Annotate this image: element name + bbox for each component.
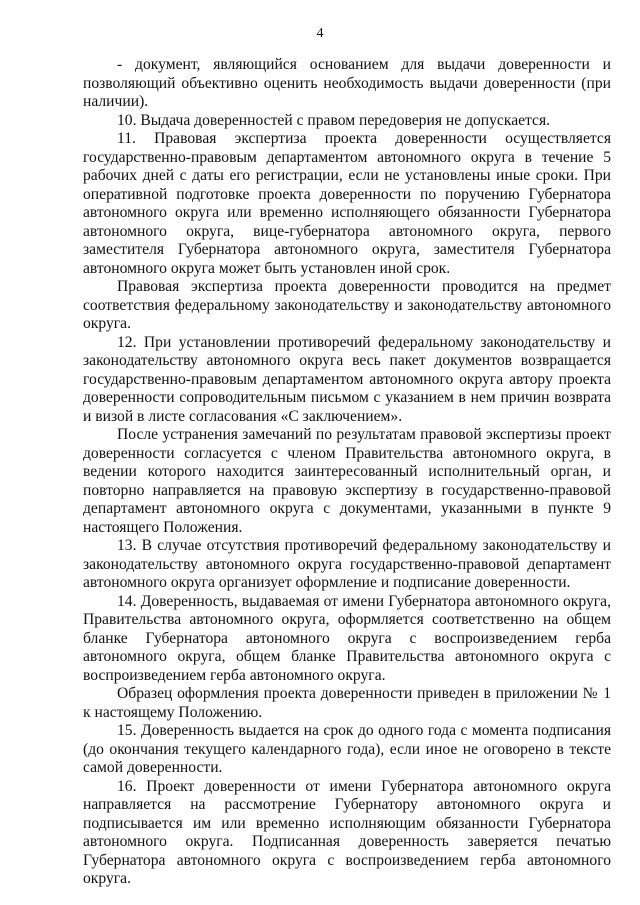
page-number: 4 [316, 26, 324, 41]
paragraph-item-10: 10. Выдача доверенностей с правом передоверия не допускается. [117, 111, 551, 129]
paragraph-document-basis: - документ, являющийся основанием для выдачи доверенности и позволяющий объективно оценить необходимость выдачи доверенности (при наличии). [83, 56, 611, 110]
paragraph-sample-reference: Образец оформления проекта доверенности приведен в приложении № 1 к настоящему Положению. [83, 685, 611, 721]
paragraph-item-12: 12. При установлении противоречий федеральному законодательству и законодательству автономного округа весь пакет документов возвращается государственно-правовым департаментом автономного округа автору проекта доверенности сопроводительным письмом с указанием в нем причин возврата и визой в листе согласования «С заключением». [83, 333, 611, 425]
paragraph-item-16: 16. Проект доверенности от имени Губернатора автономного округа направляется на рассмотрение Губернатору автономного округа и подписывается им или временно исполняющим обязанности Губернатора автономного округа. Подписанная доверенность заверяется печатью Губернатора автономного округа с воспроизведением герба автономного округа. [83, 777, 611, 887]
paragraph-legal-expertise: Правовая экспертиза проекта доверенности проводится на предмет соответствия федеральному законодательству и законодательству автономного округа. [83, 278, 611, 332]
paragraph-item-11: 11. Правовая экспертиза проекта доверенности осуществляется государственно-правовым департаментом автономного округа в течение 5 рабочих дней с даты его регистрации, если не установлены иные сроки. При оперативной подготовке проекта доверенности по поручению Губернатора автономного округа или временно исполняющего обязанности Губернатора автономного округа, вице-губернатора автономного округа, первого заместителя Губернатора автономного округа, заместителя Губернатора автономного округа может быть установлен иной срок. [83, 130, 611, 277]
paragraph-item-13: 13. В случае отсутствия противоречий федеральному законодательству и законодательству автономного округа государственно-правовой департамент автономного округа организует оформление и подписание доверенности. [83, 537, 611, 591]
document-body [83, 56, 611, 889]
paragraph-item-14: 14. Доверенность, выдаваемая от имени Губернатора автономного округа, Правительства автономного округа, оформляется соответственно на общем бланке Губернатора автономного округа с воспроизведением герба автономного округа, общем бланке Правительства автономного округа с воспроизведением герба автономного округа. [83, 592, 611, 684]
paragraph-after-remarks: После устранения замечаний по результатам правовой экспертизы проект доверенности согласуется с членом Правительства автономного округа, в ведении которого находится заинтересованный исполнительный орган, и повторно направляется на правовую экспертизу в государственно-правовой департамент автономного округа с документами, указанными в пункте 9 настоящего Положения. [83, 426, 611, 536]
paragraph-item-15: 15. Доверенность выдается на срок до одного года с момента подписания (до окончания текущего календарного года), если иное не оговорено в тексте самой доверенности. [83, 722, 611, 776]
